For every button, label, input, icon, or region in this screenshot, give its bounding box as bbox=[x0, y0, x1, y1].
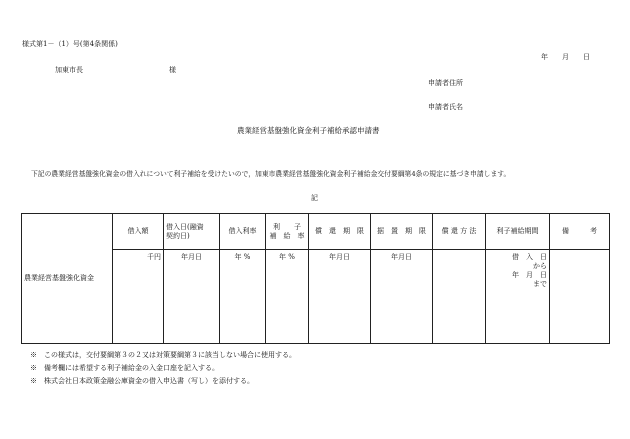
value-amount: 千円 bbox=[113, 250, 164, 344]
document-title: 農業経営基盤強化資金利子補給承認申請書 bbox=[237, 126, 380, 135]
header-grace-period: 据 置 期 限 bbox=[371, 214, 433, 250]
value-rate: 年 % bbox=[220, 250, 266, 344]
header-repay-period: 償 還 期 限 bbox=[309, 214, 371, 250]
header-subsidy-rate: 利 子 補 給 率 bbox=[266, 214, 309, 250]
value-remarks bbox=[550, 250, 610, 344]
body-text: 下記の農業経営基盤強化資金の借入れについて利子補給を受けたいので，加東市農業経営基盤強化資金利子補給金交付要綱第4条の規定に基づき申請します。 bbox=[31, 170, 511, 178]
form-number: 様式第1－（1）号(第4条関係) bbox=[22, 40, 118, 48]
header-repay-method: 償 還 方 法 bbox=[433, 214, 486, 250]
value-repay-period: 年月日 bbox=[309, 250, 371, 344]
note-2: ※ 備考欄には希望する利子補給金の入金口座を記入する。 bbox=[30, 364, 219, 372]
applicant-name-label: 申請者氏名 bbox=[428, 103, 463, 111]
value-date: 年月日 bbox=[164, 250, 220, 344]
table-header-row bbox=[22, 214, 610, 250]
loan-table bbox=[21, 213, 610, 344]
honorific: 様 bbox=[169, 66, 176, 74]
header-rate: 借入利率 bbox=[220, 214, 266, 250]
header-remarks: 備 考 bbox=[550, 214, 610, 250]
value-subsidy-period: 借 入 日 から 年 月 日 まで bbox=[486, 250, 550, 344]
header-subsidy-period: 利子補給期間 bbox=[486, 214, 550, 250]
row-label-cell bbox=[22, 214, 113, 344]
value-subsidy-rate: 年 % bbox=[266, 250, 309, 344]
date-line: 年 月 日 bbox=[541, 53, 590, 61]
header-amount: 借入額 bbox=[113, 214, 164, 250]
value-grace-period: 年月日 bbox=[371, 250, 433, 344]
applicant-address-label: 申請者住所 bbox=[428, 79, 463, 87]
header-date: 借入日(融資 契約日) bbox=[164, 214, 220, 250]
addressee: 加東市長 bbox=[55, 66, 83, 74]
ki-marker: 記 bbox=[311, 194, 318, 202]
row-label: 農業経営基盤強化資金 bbox=[24, 274, 94, 282]
note-1: ※ この様式は，交付要綱第３の２又は対策要綱第３に該当しない場合に使用する。 bbox=[30, 351, 296, 359]
value-repay-method bbox=[433, 250, 486, 344]
note-3: ※ 株式会社日本政策金融公庫資金の借入申込書（写し）を添付する。 bbox=[30, 377, 254, 385]
